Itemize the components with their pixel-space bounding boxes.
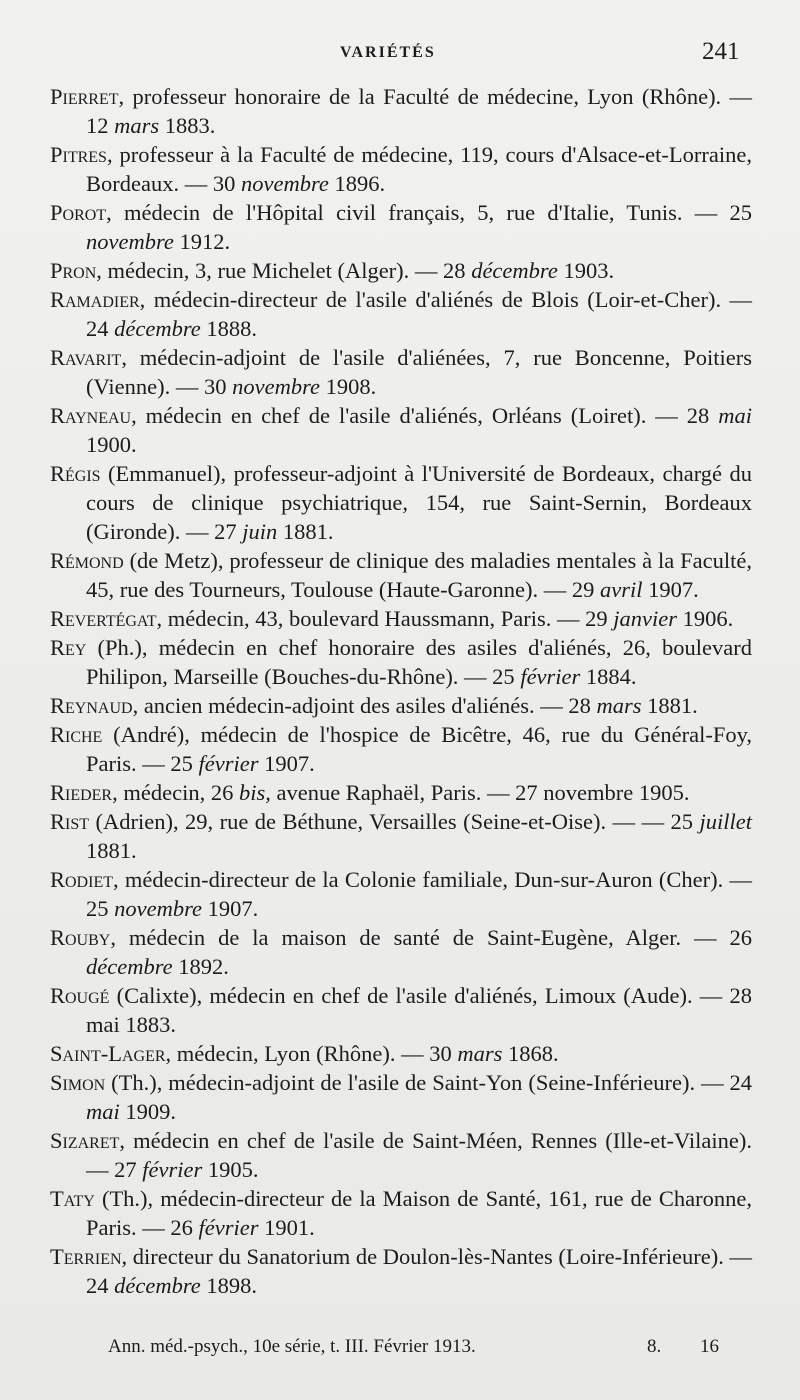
date-month: décembre — [114, 1273, 201, 1298]
folio-number: 16 — [700, 1336, 719, 1357]
date-year: 1905. — [202, 1157, 259, 1182]
list-item — [0, 459, 752, 546]
list-item — [0, 1184, 752, 1242]
date-month: décembre — [471, 258, 558, 283]
list-item — [0, 1242, 752, 1300]
member-details: (Ph.), médecin en chef honoraire des asiles d'aliénés, 26, boulevard Philipon, Marseille (Bouches-du-Rhône). — 25 — [86, 635, 752, 689]
page-footer — [0, 1330, 800, 1370]
member-details: , ancien médecin-adjoint des asiles d'aliénés. — 28 — [132, 693, 597, 718]
list-item — [0, 256, 752, 285]
date-year: 1884. — [580, 664, 637, 689]
member-name: Porot — [50, 200, 107, 225]
member-details: (André), médecin de l'hospice de Bicêtre, 46, rue du Général-Foy, Paris. — 25 — [86, 722, 752, 776]
list-item — [0, 691, 752, 720]
member-name: Ravarit — [50, 345, 122, 370]
member-details: , médecin en chef de l'asile d'aliénés, Orléans (Loiret). — 28 — [131, 403, 719, 428]
member-name: Rey — [50, 635, 87, 660]
list-item — [0, 140, 752, 198]
signature-mark: 8. — [647, 1336, 662, 1357]
member-details: (Th.), médecin-adjoint de l'asile de Saint-Yon (Seine-Inférieure). — 24 — [105, 1070, 752, 1095]
member-name: Rist — [50, 809, 90, 834]
date-month: avril — [600, 577, 643, 602]
page-number: 241 — [702, 38, 740, 65]
member-details: , médecin en chef de l'asile de Saint-Méen, Rennes (Ille-et-Vilaine). — 27 — [86, 1128, 752, 1182]
journal-reference: Ann. méd.-psych., 10e série, t. III. Février 1913. — [108, 1336, 476, 1357]
date-year: 1892. — [172, 954, 229, 979]
date-year: 1901. — [258, 1215, 315, 1240]
member-name: Reynaud — [50, 693, 133, 718]
member-name: Pitres — [50, 142, 107, 167]
date-month: juin — [242, 519, 278, 544]
date-year: 1903. — [557, 258, 615, 283]
date-year: 1912. — [173, 229, 231, 254]
date-year: 1898. — [200, 1273, 257, 1298]
date-year: 1907. — [202, 896, 259, 921]
member-name: Rouby — [50, 925, 111, 950]
member-name: Sizaret — [50, 1128, 120, 1153]
member-name: Régis — [50, 461, 101, 486]
list-item — [0, 1126, 752, 1184]
member-details: , médecin de la maison de santé de Saint-Eugène, Alger. — 26 — [110, 925, 752, 950]
member-name: Saint-Lager — [50, 1041, 166, 1066]
member-name: Ramadier — [50, 287, 140, 312]
date-year: 1906. — [677, 606, 734, 631]
date-month: mars — [457, 1041, 503, 1066]
member-name: Revertégat — [50, 606, 157, 631]
member-details: (de Metz), professeur de clinique des maladies mentales à la Faculté, 45, rue des Tourneurs, Toulouse (Haute-Garonne). — 29 — [86, 548, 752, 602]
date-month: janvier — [613, 606, 678, 631]
date-month: novembre — [232, 374, 320, 399]
list-item — [0, 343, 752, 401]
running-title: VARIÉTÉS — [340, 44, 436, 61]
member-details: (Calixte), médecin en chef de l'asile d'aliénés, Limoux (Aude). — 28 mai 1883. — [86, 983, 752, 1037]
list-item — [0, 807, 752, 865]
member-details: , directeur du Sanatorium de Doulon-lès-Nantes (Loire-Inférieure). — 24 — [86, 1244, 752, 1298]
member-name: Riche — [50, 722, 103, 747]
date-year: 1883. — [159, 113, 216, 138]
page-header — [0, 36, 800, 76]
member-details: (Emmanuel), professeur-adjoint à l'Université de Bordeaux, chargé du cours de clinique psychiatrique, 154, rue Saint-Sernin, Bordeaux (Gironde). — 27 — [86, 461, 752, 544]
list-item — [0, 285, 752, 343]
date-year: 1881. — [86, 838, 137, 863]
date-month: mai — [86, 1099, 120, 1124]
member-details: (Th.), médecin-directeur de la Maison de Santé, 161, rue de Charonne, Paris. — 26 — [86, 1186, 752, 1240]
member-details: , médecin, 3, rue Michelet (Alger). — 28 — [96, 258, 472, 283]
member-name: Rayneau — [50, 403, 132, 428]
date-year: 1907. — [258, 751, 315, 776]
date-month: mai — [718, 403, 752, 428]
date-year: 1900. — [86, 432, 137, 457]
member-name: Rodiet — [50, 867, 113, 892]
date-month: novembre — [114, 896, 203, 921]
list-item — [0, 198, 752, 256]
member-name: Rougé — [50, 983, 110, 1008]
date-month: décembre — [86, 954, 173, 979]
date-month: février — [520, 664, 581, 689]
member-details: , médecin-directeur de l'asile d'aliénés de Blois (Loir-et-Cher). — 24 — [86, 287, 752, 341]
list-item — [0, 720, 752, 778]
member-details: , professeur honoraire de la Faculté de médecine, Lyon (Rhône). — 12 — [86, 84, 752, 138]
list-item — [0, 604, 752, 633]
date-year: 1907. — [642, 577, 699, 602]
list-item — [0, 865, 752, 923]
member-name: Simon — [50, 1070, 106, 1095]
member-name: Pron — [50, 258, 97, 283]
date-year: 1896. — [328, 171, 386, 196]
list-item — [0, 923, 752, 981]
date-year: 1908. — [320, 374, 377, 399]
date-month: bis, — [238, 780, 277, 805]
date-year: 1868. — [502, 1041, 559, 1066]
member-name: Rémond — [50, 548, 124, 573]
member-details: , professeur à la Faculté de médecine, 119, cours d'Alsace-et-Lorraine, Bordeaux. — 30 — [86, 142, 752, 196]
member-name: Terrien — [50, 1244, 122, 1269]
date-month: mars — [596, 693, 642, 718]
member-details: , médecin de l'Hôpital civil français, 5, rue d'Italie, Tunis. — 25 — [106, 200, 752, 225]
date-year: 1881. — [277, 519, 334, 544]
list-item — [0, 82, 752, 140]
list-item — [0, 778, 752, 807]
date-year: 1881. — [641, 693, 698, 718]
date-year: 1909. — [119, 1099, 176, 1124]
member-details: , médecin, 26 — [112, 780, 239, 805]
date-year: avenue Raphaël, Paris. — 27 novembre 1905. — [276, 780, 690, 805]
date-month: juillet — [699, 809, 752, 834]
member-details: , médecin-adjoint de l'asile d'aliénées, 7, rue Boncenne, Poitiers (Vienne). — 30 — [86, 345, 752, 399]
date-month: février — [198, 1215, 259, 1240]
date-month: décembre — [114, 316, 201, 341]
list-item — [0, 546, 752, 604]
date-month: février — [198, 751, 259, 776]
member-details: , médecin, 43, boulevard Haussmann, Paris. — 29 — [156, 606, 614, 631]
member-details: , médecin, Lyon (Rhône). — 30 — [165, 1041, 458, 1066]
list-item — [0, 1039, 752, 1068]
member-details: (Adrien), 29, rue de Béthune, Versailles (Seine-et-Oise). — — 25 — [89, 809, 700, 834]
date-month: novembre — [86, 229, 174, 254]
member-name: Pierret — [50, 84, 119, 109]
date-month: mars — [114, 113, 160, 138]
list-item — [0, 633, 752, 691]
member-name: Rieder — [50, 780, 113, 805]
date-month: novembre — [240, 171, 329, 196]
member-name: Taty — [50, 1186, 95, 1211]
member-list — [0, 82, 800, 1300]
list-item — [0, 1068, 752, 1126]
list-item — [0, 981, 752, 1039]
member-details: , médecin-directeur de la Colonie familiale, Dun-sur-Auron (Cher). — 25 — [86, 867, 752, 921]
date-year: 1888. — [200, 316, 257, 341]
list-item — [0, 401, 752, 459]
date-month: février — [142, 1157, 203, 1182]
